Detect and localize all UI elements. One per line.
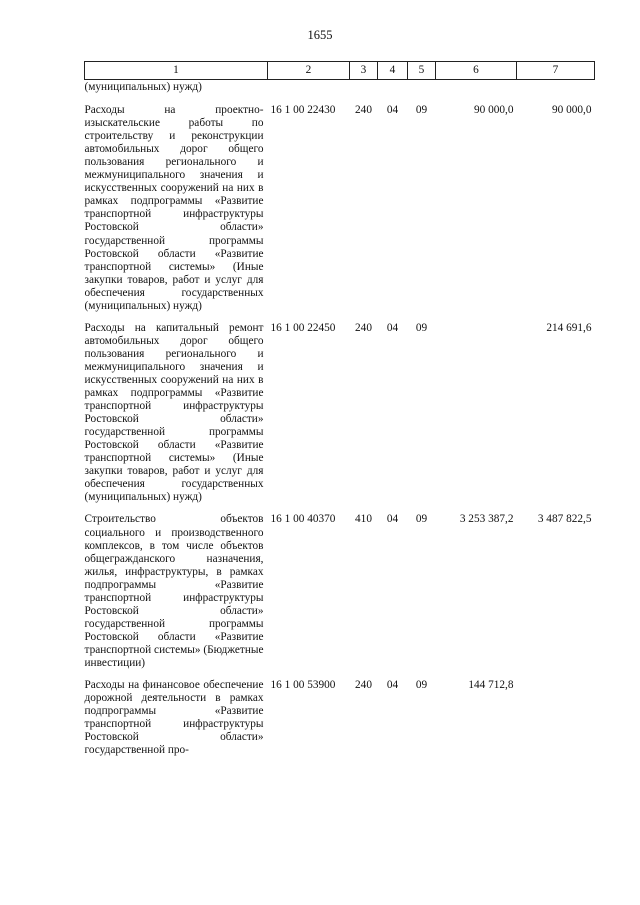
row-amount-1: 90 000,0 — [473, 104, 514, 117]
header-cell-1: 1 — [85, 62, 268, 80]
table-row — [85, 80, 595, 101]
header-cell-5: 5 — [408, 62, 436, 80]
row-subsection: 09 — [415, 104, 428, 117]
row-amount-2: 90 000,0 — [551, 104, 592, 117]
row-expense-type — [350, 80, 378, 101]
header-cell-4: 4 — [378, 62, 408, 80]
header-cell-7: 7 — [517, 62, 595, 80]
row-description: Строительство объектов социального и производственного комплексов, в том числе объектов общегражданского назначения, жилья, инфраструктуры, в рамках подпрограммы «Развитие транспортной инфраструктуры Ростовской области» государственной программы Ростовской области «Развитие транспортной системы» (Бюджетные инвестиции) — [84, 513, 264, 669]
budget-table — [84, 61, 595, 762]
row-amount-2: 3 487 822,5 — [537, 513, 592, 526]
row-section: 04 — [386, 321, 399, 334]
table-row — [85, 100, 595, 318]
row-description: Расходы на проектно-изыскательские работы по строительству и реконструкции автомобильных дорог общего пользования регионального и межмуниципального значения и искусственных сооружений на них в рамках подпрограммы «Развитие транспортной инфраструктуры Ростовской области» государственной программы Ростовской области «Развитие транспортной системы» (Иные закупки товаров, работ и услуг для обеспечения государственных (муниципальных) нужд) — [84, 104, 264, 312]
row-expense-type: 240 — [355, 321, 372, 334]
row-section: 04 — [386, 104, 399, 117]
row-subsection: 09 — [415, 679, 428, 692]
row-expense-type: 240 — [355, 679, 372, 692]
row-expense-type: 410 — [355, 513, 372, 526]
header-cell-2: 2 — [268, 62, 350, 80]
row-amount-1 — [436, 318, 517, 510]
row-section — [378, 80, 408, 101]
row-amount-2 — [517, 675, 595, 762]
row-amount-2 — [517, 80, 595, 101]
row-subsection — [408, 80, 436, 101]
row-amount-1 — [436, 80, 517, 101]
row-code: 16 1 00 22450 — [270, 321, 336, 334]
row-amount-2: 214 691,6 — [546, 321, 592, 334]
row-code: 16 1 00 40370 — [270, 513, 336, 526]
row-description: Расходы на финансовое обеспечение дорожной деятельности в рамках подпрограммы «Развитие транспортной инфраструктуры Ростовской области» государственной про- — [84, 679, 264, 757]
row-expense-type: 240 — [355, 104, 372, 117]
row-amount-1: 144 712,8 — [468, 679, 514, 692]
row-code: 16 1 00 22430 — [270, 104, 336, 117]
row-code — [268, 80, 350, 101]
page-number: 1655 — [307, 28, 333, 42]
row-description: (муниципальных) нужд) — [84, 81, 202, 93]
table-row — [85, 318, 595, 510]
table-row — [85, 509, 595, 675]
row-subsection: 09 — [415, 321, 428, 334]
header-cell-3: 3 — [350, 62, 378, 80]
row-amount-1: 3 253 387,2 — [459, 513, 514, 526]
row-section: 04 — [386, 513, 399, 526]
table-row — [85, 675, 595, 762]
row-description: Расходы на капитальный ремонт автомобильных дорог общего пользования регионального и межмуниципального значения и искусственных сооружений на них в рамках подпрограммы «Развитие транспортной инфраструктуры Ростовской области» государственной программы Ростовской области «Развитие транспортной системы» (Иные закупки товаров, работ и услуг для обеспечения государственных (муниципальных) нужд) — [84, 321, 264, 504]
table-header-row — [85, 62, 595, 80]
row-section: 04 — [386, 679, 399, 692]
row-code: 16 1 00 53900 — [270, 679, 336, 692]
row-subsection: 09 — [415, 513, 428, 526]
header-cell-6: 6 — [436, 62, 517, 80]
